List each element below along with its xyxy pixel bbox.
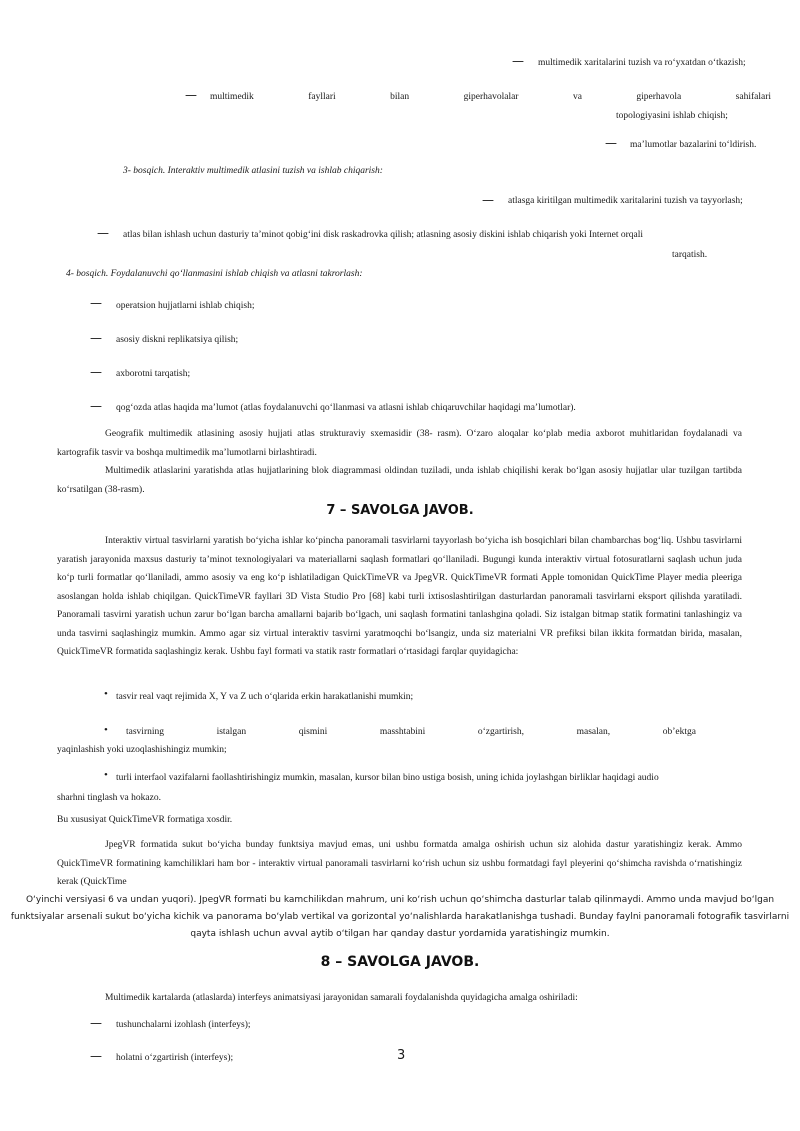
list-item: tasvir real vaqt rejimida X, Y va Z uch o‘qlarida erkin harakatlanishi mumkin;	[116, 692, 414, 702]
word: ob’ektga	[662, 727, 696, 737]
paragraph-text: Multimedik kartalarda (atlaslarda) interfeys animatsiyasi jarayonidan samarali foydalanishda quyidagicha amalga oshiriladi:	[105, 993, 578, 1003]
bullet-dot: •	[104, 688, 108, 700]
list-item: ma’lumotlar bazalarini to‘ldirish.	[630, 140, 757, 150]
list-item: holatni o‘zgartirish (interfeys);	[116, 1053, 234, 1063]
dash-marker: —	[90, 296, 102, 310]
dash-marker: —	[90, 365, 102, 379]
dash-marker: —	[90, 331, 102, 345]
dash-marker: —	[185, 88, 197, 102]
word: masshtabini	[379, 727, 426, 737]
word: sahifalari	[735, 92, 771, 102]
word: bilan	[390, 92, 410, 102]
page-number: 3	[397, 1048, 406, 1063]
list-item: tushunchalarni izohlash (interfeys);	[116, 1020, 251, 1030]
list-item-continuation: sharhni tinglash va hokazo.	[57, 793, 161, 803]
paragraph	[57, 532, 742, 662]
dash-marker: —	[482, 193, 494, 207]
bullet-dot: •	[104, 769, 108, 781]
paragraph	[57, 425, 742, 462]
list-item: axborotni tarqatish;	[116, 369, 191, 379]
list-item: atlas bilan ishlash uchun dasturiy ta’minot qobig‘ini disk raskadrovka qilish; atlasning asosiy diskini ishlab chiqarish yoki Internet orqali	[123, 230, 644, 240]
dash-marker: —	[90, 1016, 102, 1030]
word: qismini	[298, 727, 328, 737]
list-item: multimedik xaritalarini tuzish va ro‘yxatdan o‘tkazish;	[538, 58, 746, 68]
word: o‘zgartirish,	[477, 727, 525, 737]
word: multimedik	[210, 92, 254, 102]
word: tasvirning	[126, 727, 164, 737]
paragraph	[57, 836, 742, 892]
list-item-continuation: topologiyasini ishlab chiqish;	[616, 111, 728, 121]
section-heading: 7 – SAVOLGA JAVOB.	[326, 503, 474, 518]
dash-marker: —	[512, 54, 524, 68]
list-item: asosiy diskni replikatsiya qilish;	[116, 335, 239, 345]
list-item: turli interfaol vazifalarni faollashtirishingiz mumkin, masalan, kursor bilan bino ustiga bosish, uning ichida joylashgan birliklar haqidagi audio	[116, 773, 659, 783]
paragraph-text: Bu xususiyat QuickTimeVR formatiga xosdir.	[57, 815, 233, 825]
paragraph-text: JpegVR formatida sukut bo‘yicha bunday funktsiya mavjud emas, uni ushbu formatda amalga oshirish uchun siz alohida dastur yaratishingiz kerak. Ammo QuickTimeVR formatining kamchiliklari ham bor - interaktiv virtual panoramali tasvirlarni ko‘rish uchun siz ushbu formatdagi fayl pleyerini qo‘shimcha ravishda o‘rnatishingiz kerak (QuickTime	[57, 840, 742, 887]
paragraph-text: Interaktiv virtual tasvirlarni yaratish bo‘yicha ishlar ko‘pincha panoramali tasvirlarni tayyorlash bo‘yicha ish bosqichlari bilan chambarchas bog‘liq. Ushbu tasvirlarni yaratish jarayonida maxsus dasturiy ta’minot texnologiyalari va materiallarni saqlash formatlari qo‘llaniladi. Bugungi kunda interaktiv virtual fotosuratlarni saqlash uchun juda ko‘p turli formatlar qo‘llaniladi, ammo asosiy va eng ko‘p ishlatiladigan QuickTimeVR va JpegVR. QuickTimeVR formati Apple tomonidan QuickTime Player media pleeriga asoslangan holda ishlab chiqilgan. QuickTimeVR fayllari 3D Vista Studio Pro [68] kabi turli ixtisoslashtirilgan dasturlardan panoramali tasvirlarni eksport qilishda yaratiladi. Panoramali tasvirni yaratish uchun zarur bo‘lgan barcha amallarni bajarib bo‘lgach, uni saqlash formatini tanlashgina qoladi. Siz istalgan bitmap statik formatini tanlashingiz va unda tasvirni saqlashingiz mumkin. Ammo agar siz virtual interaktiv tasvirni yaratmoqchi bo‘lsangiz, unda siz materialni VR prefiksi bilan ikkita formatdan birida, masalan, QuickTimeVR formatida saqlashingiz kerak. Ushbu fayl formati va statik rastr formatlari o‘rtasidagi farqlar quyidagicha:	[57, 536, 742, 657]
list-item: atlasga kiritilgan multimedik xaritalarini tuzish va tayyorlash;	[508, 196, 743, 206]
list-item-justified	[210, 92, 771, 102]
bullet-dot: •	[104, 724, 108, 736]
paragraph-text: Geografik multimedik atlasining asosiy hujjati atlas strukturaviy sxemasidir (38- rasm). O‘zaro aloqalar ko‘plab media axborot muhitlaridan foydalanadi va kartografik tasvir va boshqa multimedik ma’lumotlarni birlashtiradi.	[57, 429, 742, 458]
list-item: operatsion hujjatlarni ishlab chiqish;	[116, 301, 255, 311]
word: istalgan	[216, 727, 247, 737]
stage-heading: 3- bosqich. Interaktiv multimedik atlasini tuzish va ishlab chiqarish:	[123, 166, 383, 176]
word: giperhavolalar	[463, 92, 519, 102]
section-heading: 8 – SAVOLGA JAVOB.	[320, 954, 480, 970]
word: va	[572, 92, 582, 102]
list-item: qog‘ozda atlas haqida ma’lumot (atlas foydalanuvchi qo‘llanmasi va atlasni ishlab chiqaruvchilar haqidagi ma’lumotlar).	[116, 403, 576, 413]
dash-marker: —	[90, 1049, 102, 1063]
paragraph	[57, 989, 742, 1008]
stage-heading: 4- bosqich. Foydalanuvchi qo‘llanmasini ishlab chiqish va atlasni takrorlash:	[66, 269, 363, 279]
word: masalan,	[576, 727, 611, 737]
paragraph	[57, 462, 742, 499]
word: giperhavola	[636, 92, 682, 102]
list-item-continuation: yaqinlashish yoki uzoqlashishingiz mumkin;	[57, 745, 227, 755]
dash-marker: —	[605, 136, 617, 150]
dash-marker: —	[90, 399, 102, 413]
dash-marker: —	[97, 226, 109, 240]
list-item-justified	[126, 727, 696, 737]
paragraph-sans: O‘yinchi versiyasi 6 va undan yuqori). JpegVR formati bu kamchilikdan mahrum, uni ko‘rish uchun qo‘shimcha dasturlar talab qilinmaydi. Ammo unda mavjud bo‘lgan funktsiyalar arsenali sukut bo‘yicha kichik va panorama bo‘ylab vertikal va gorizontal yo‘nalishlarda harakatlanishga tushadi. Bunday faylni panoramali fotografik tasvirlarni qayta ishlash uchun avval aytib o‘tilgan har qanday dastur yordamida yaratishingiz mumkin.	[10, 895, 790, 939]
word: fayllari	[308, 92, 336, 102]
paragraph-text: Multimedik atlaslarini yaratishda atlas hujjatlarining blok diagrammasi oldindan tuziladi, unda ishlab chiqilishi kerak bo‘lgan asosiy hujjatlar ular tuzilgan tartibda ko‘rsatilgan (38-rasm).	[57, 466, 742, 495]
list-item-continuation: tarqatish.	[672, 250, 708, 260]
